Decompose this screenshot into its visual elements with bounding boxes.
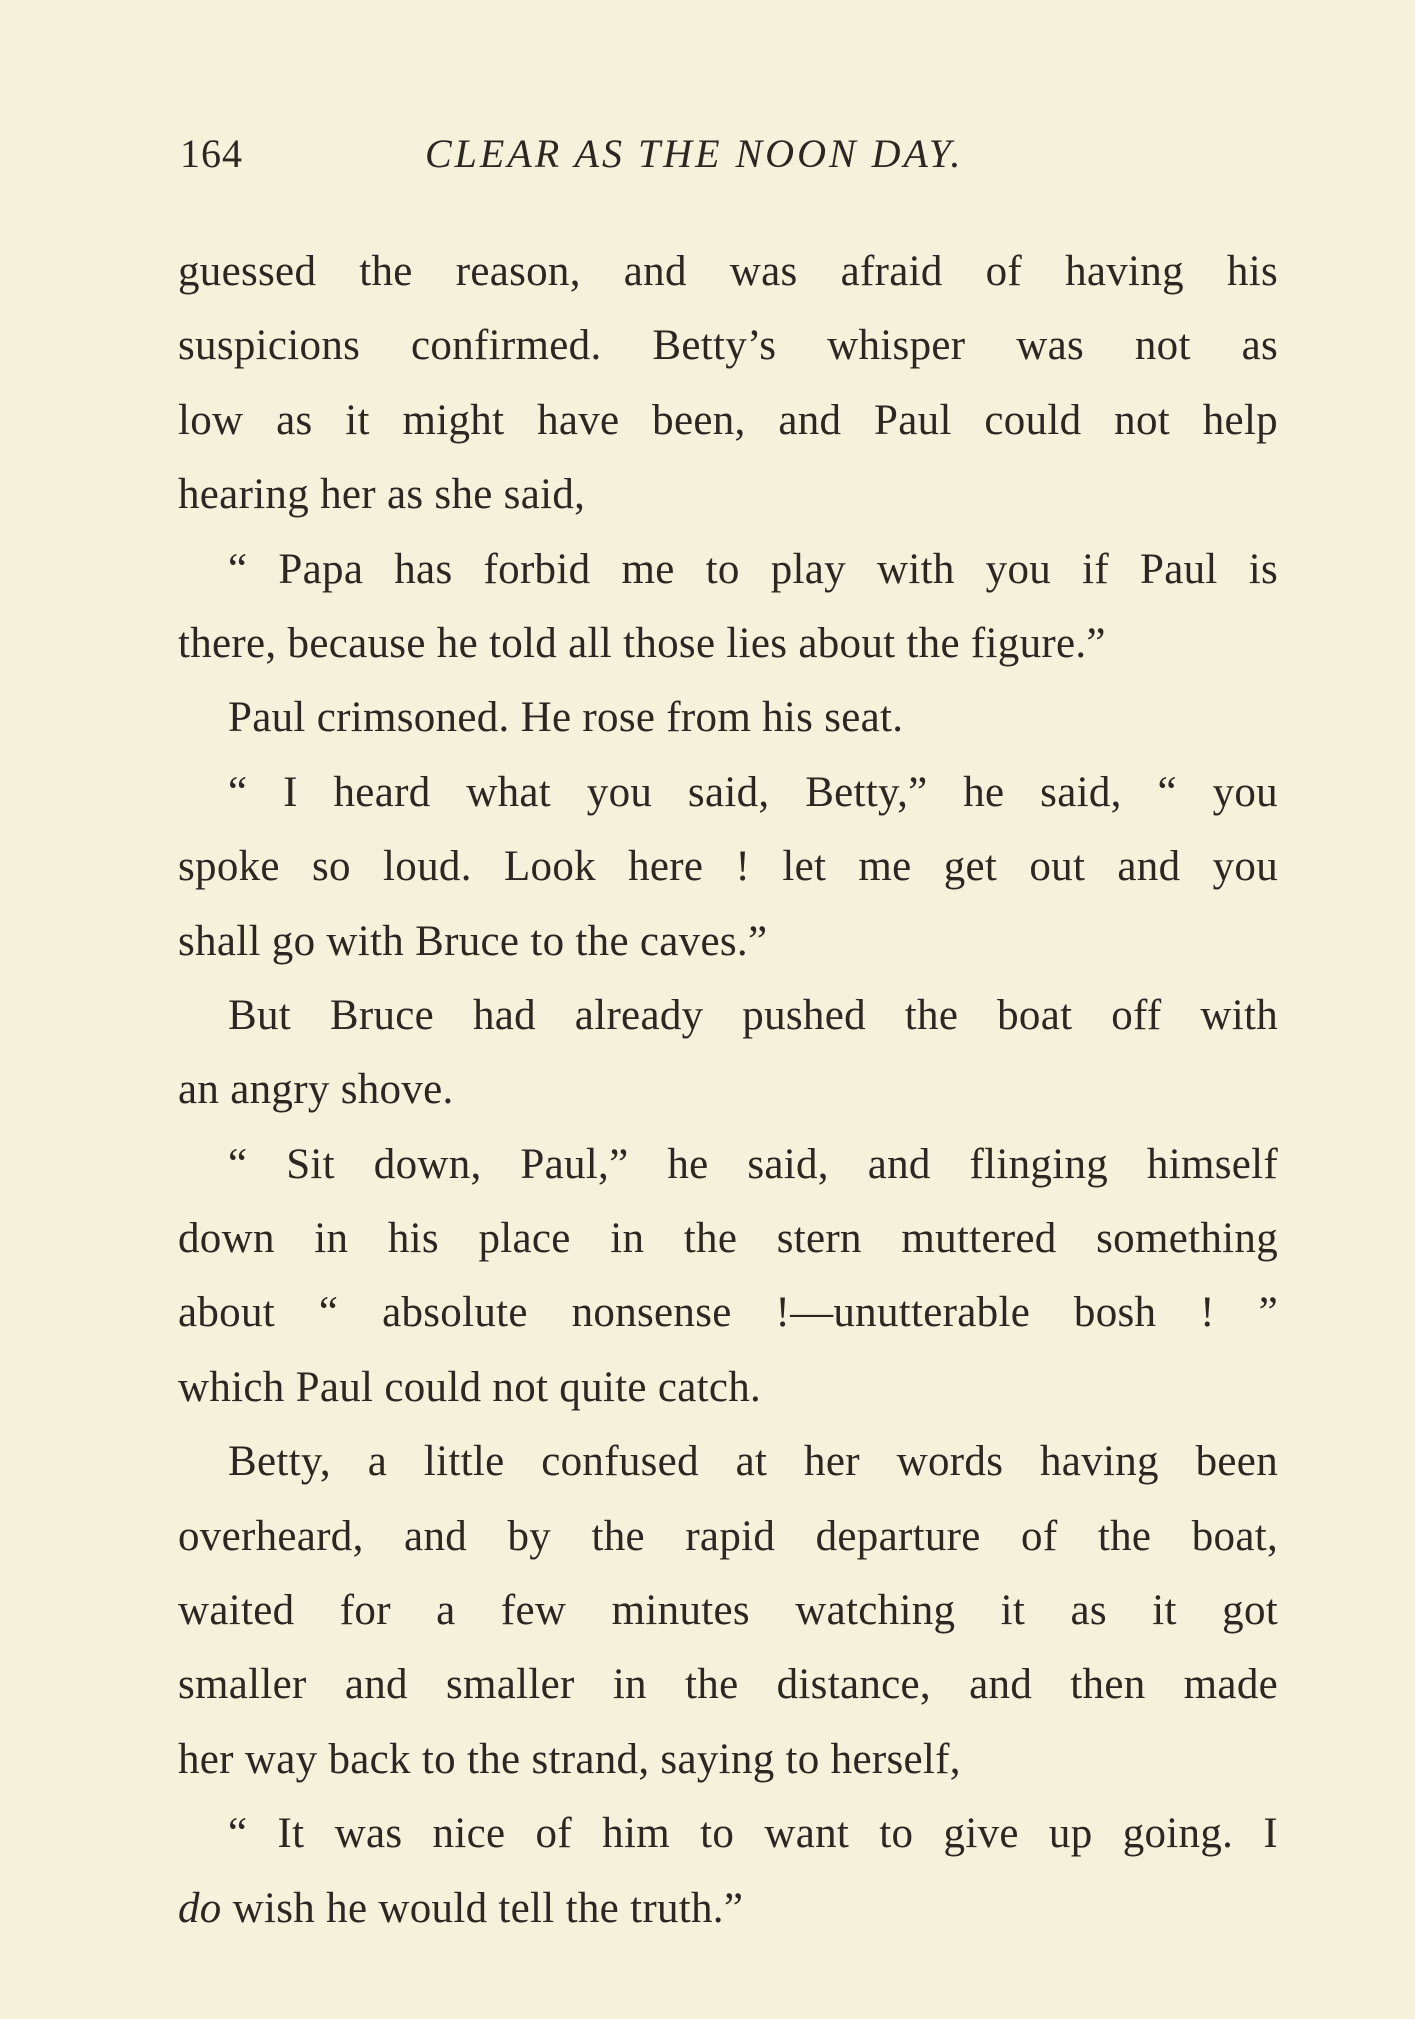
text-line: low as it might have been, and Paul could not help: [178, 396, 1278, 444]
text-line: her way back to the strand, saying to herself,: [178, 1735, 961, 1783]
text-line: But Bruce had already pushed the boat off with: [228, 991, 1278, 1039]
text-line: suspicions confirmed. Betty’s whisper was not as: [178, 322, 1278, 370]
page-header: [180, 130, 1280, 190]
text-line: down in his place in the stern muttered something: [178, 1215, 1278, 1263]
text-line: Paul crimsoned. He rose from his seat.: [228, 694, 904, 742]
text-line: about “ absolute nonsense !—unutterable bosh ! ”: [178, 1289, 1278, 1337]
text-line: waited for a few minutes watching it as it got: [178, 1587, 1278, 1635]
text-line: an angry shove.: [178, 1066, 454, 1114]
text-line: smaller and smaller in the distance, and then made: [178, 1661, 1278, 1709]
text-line: there, because he told all those lies about the figure.”: [178, 619, 1106, 667]
text-line: shall go with Bruce to the caves.”: [178, 917, 768, 965]
text-line: [178, 1872, 1278, 1946]
text-line: Betty, a little confused at her words having been: [228, 1438, 1278, 1486]
text-line: spoke so loud. Look here ! let me get out and you: [178, 843, 1278, 891]
text-line: “ Sit down, Paul,” he said, and flinging himself: [228, 1140, 1278, 1188]
text-line: “ Papa has forbid me to play with you if Paul is: [228, 545, 1278, 593]
text-line: “ I heard what you said, Betty,” he said, “ you: [228, 768, 1278, 816]
emphasized-word: do: [178, 1884, 222, 1932]
text-line: which Paul could not quite catch.: [178, 1363, 762, 1411]
page-number: 164: [180, 131, 243, 176]
text-line: “ It was nice of him to want to give up going. I: [228, 1810, 1278, 1858]
body-text: [178, 235, 1278, 1946]
text-line: overheard, and by the rapid departure of the boat,: [178, 1512, 1278, 1560]
text-line: guessed the reason, and was afraid of having his: [178, 248, 1278, 295]
text-line: hearing her as she said,: [178, 471, 586, 519]
text-line-rest: wish he would tell the truth.”: [221, 1884, 744, 1932]
running-title: CLEAR AS THE NOON DAY.: [425, 131, 964, 176]
